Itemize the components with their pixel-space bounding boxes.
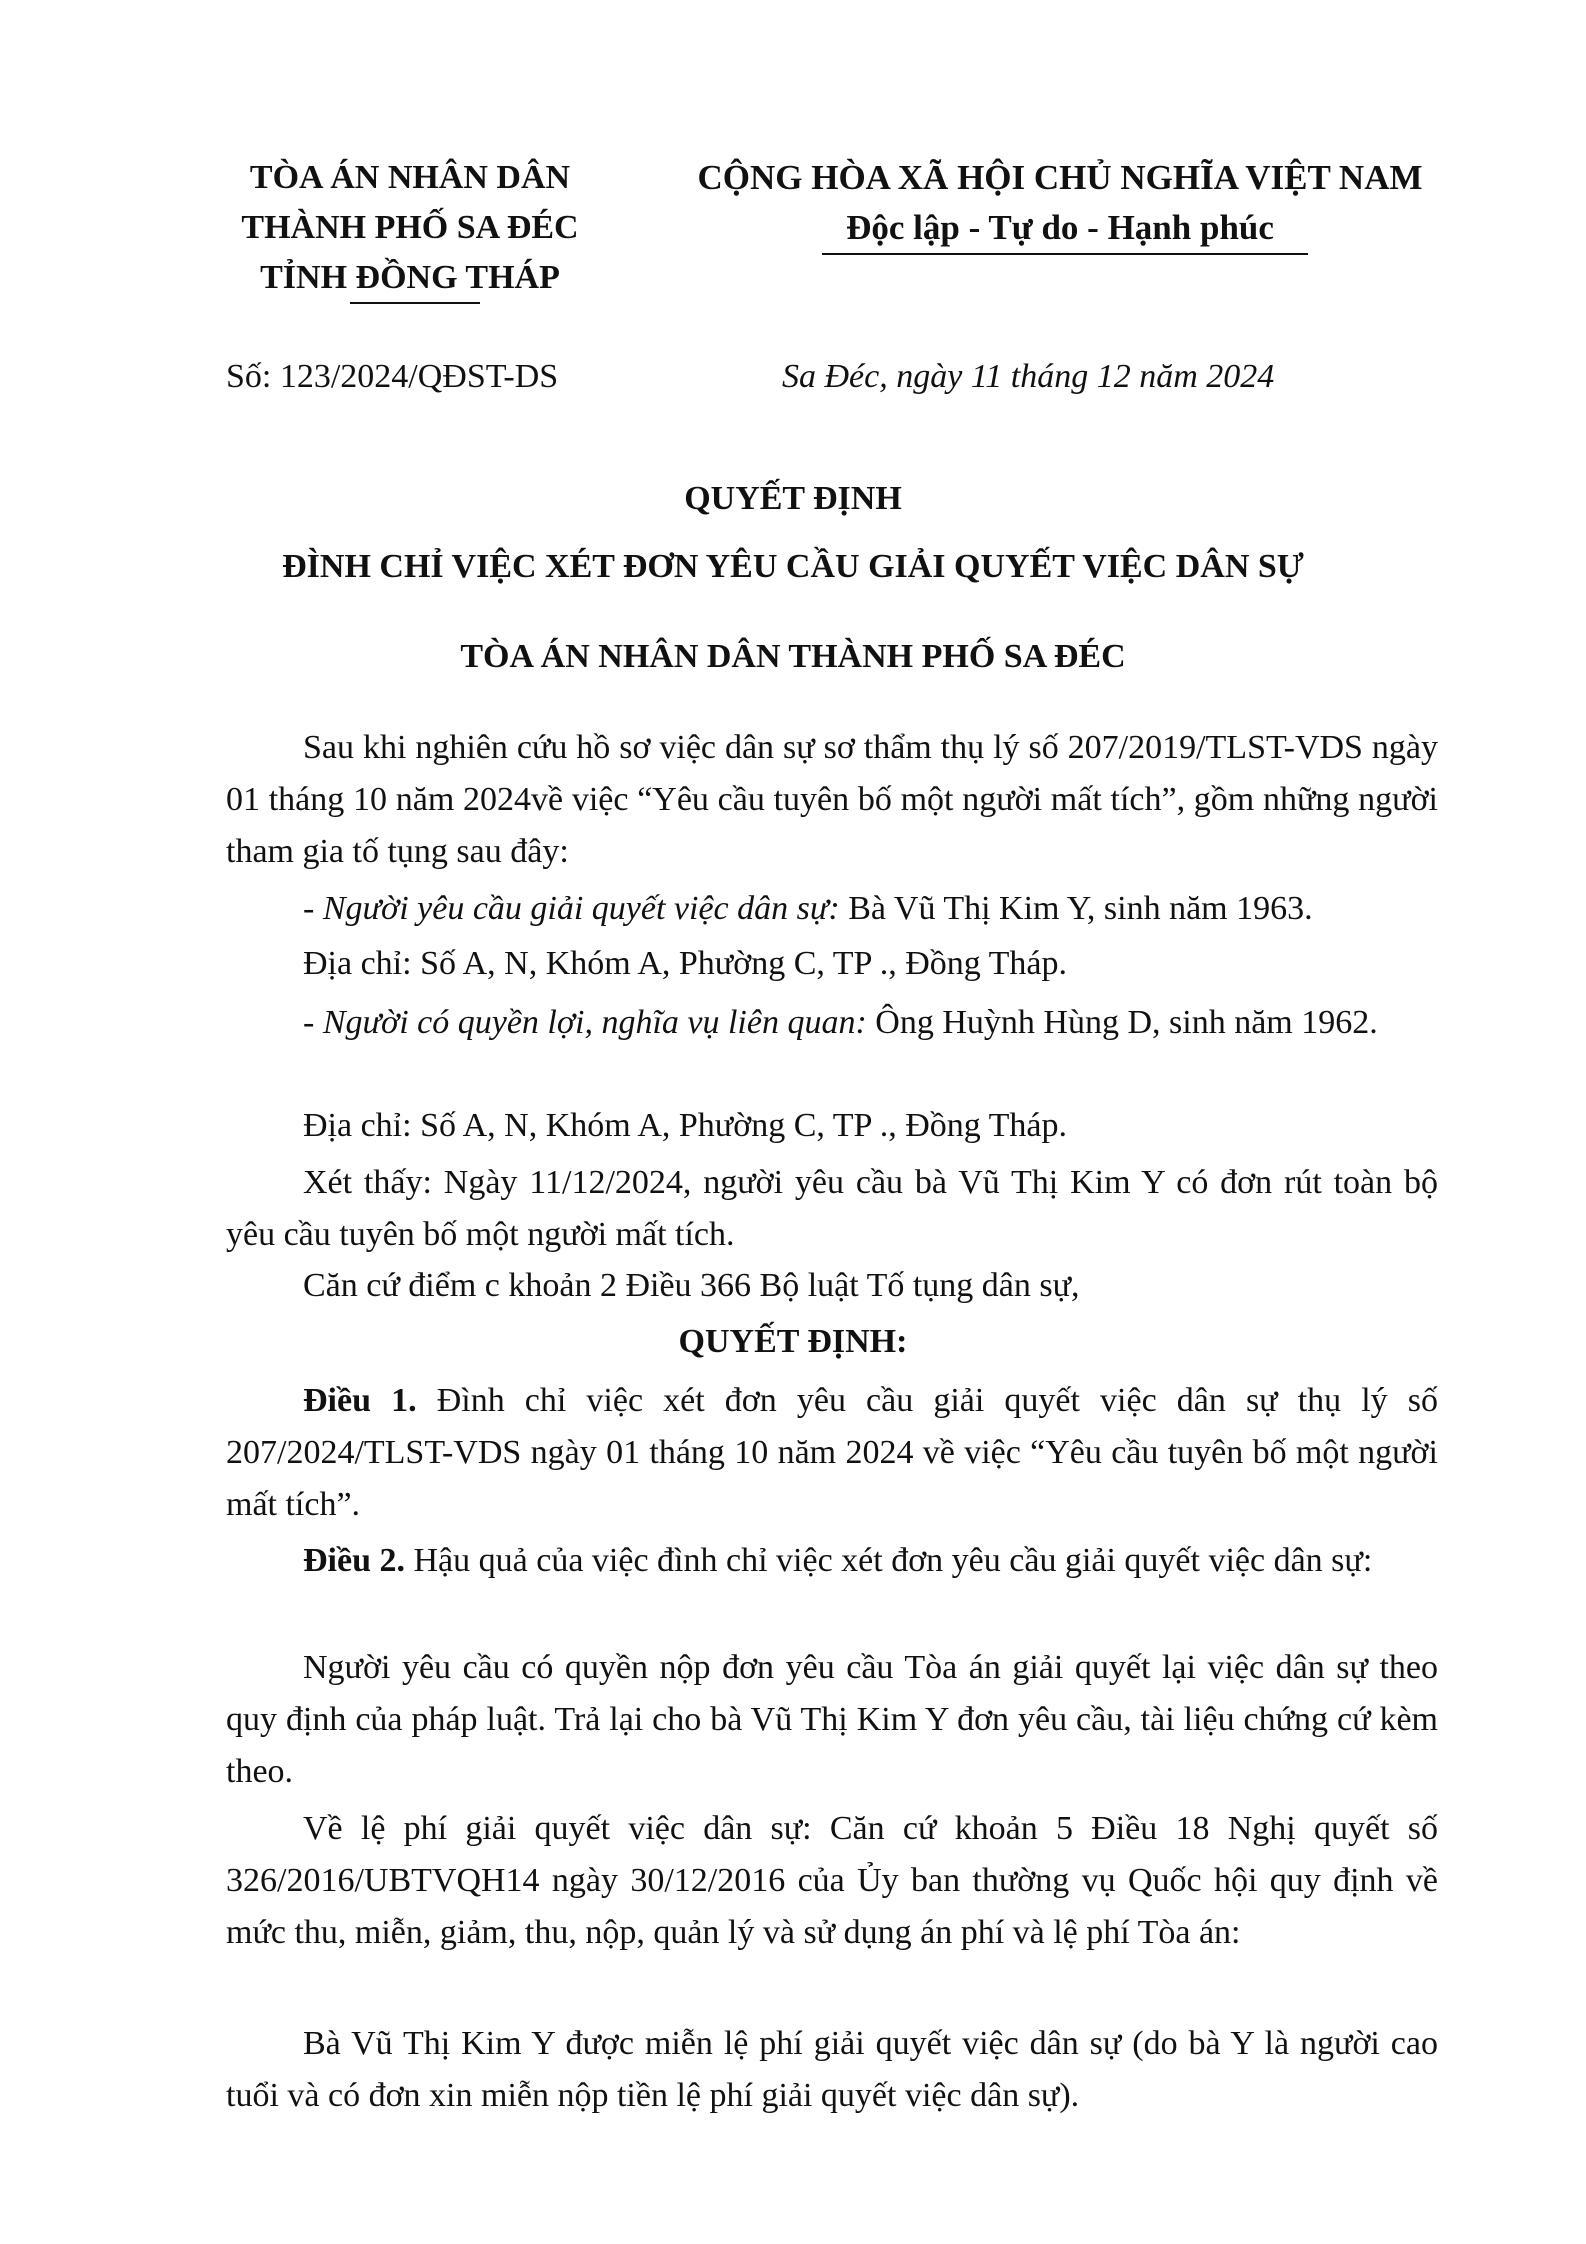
related-party xyxy=(226,997,1438,1049)
article-1-label: Điều 1. xyxy=(303,1382,417,1419)
motto-underline xyxy=(822,253,1308,255)
requester-label: - Người yêu cầu giải quyết việc dân sự: xyxy=(303,890,840,927)
intro-paragraph: Sau khi nghiên cứu hồ sơ việc dân sự sơ thẩm thụ lý số 207/2019/TLST-VDS ngày 01 tháng 10 năm 2024về việc “Yêu cầu tuyên bố một người mất tích”, gồm những người tham gia tố tụng sau đây: xyxy=(226,729,1438,870)
fee-basis-paragraph: Về lệ phí giải quyết việc dân sự: Căn cứ khoản 5 Điều 18 Nghị quyết số 326/2016/UBTVQH14 ngày 30/12/2016 của Ủy ban thường vụ Quốc hội quy định về mức thu, miễn, giảm, thu, nộp, quản lý và sử dụng án phí và lệ phí Tòa án: xyxy=(226,1810,1438,1951)
court-line-2: THÀNH PHỐ SA ĐÉC xyxy=(241,209,579,246)
court-line-1: TÒA ÁN NHÂN DÂN xyxy=(249,159,571,196)
document-number: Số: 123/2024/QĐST-DS xyxy=(226,358,559,395)
related-value: Ông Huỳnh Hùng D, sinh năm 1962. xyxy=(866,1004,1378,1041)
decision-title: QUYẾT ĐỊNH xyxy=(684,480,902,517)
nation-block xyxy=(660,153,1460,253)
fee-exemption-paragraph: Bà Vũ Thị Kim Y được miễn lệ phí giải quyết việc dân sự (do bà Y là người cao tuổi và có đơn xin miễn nộp tiền lệ phí giải quyết việc dân sự). xyxy=(226,2025,1438,2114)
legal-basis: Căn cứ điểm c khoản 2 Điều 366 Bộ luật Tố tụng dân sự, xyxy=(303,1267,1080,1304)
requester-value: Bà Vũ Thị Kim Y, sinh năm 1963. xyxy=(839,890,1313,927)
article-2-text: Hậu quả của việc đình chỉ việc xét đơn yêu cầu giải quyết việc dân sự: xyxy=(405,1542,1373,1579)
issuing-court: TÒA ÁN NHÂN DÂN THÀNH PHỐ SA ĐÉC xyxy=(460,638,1126,675)
requester-line xyxy=(226,885,1438,933)
nation-title: CỘNG HÒA XÃ HỘI CHỦ NGHĨA VIỆT NAM xyxy=(697,158,1423,197)
related-label: - Người có quyền lợi, nghĩa vụ liên quan: xyxy=(303,1004,867,1041)
article-1-text: Đình chỉ việc xét đơn yêu cầu giải quyết việc dân sự thụ lý số 207/2024/TLST-VDS ngày 01 tháng 10 năm 2024 về việc “Yêu cầu tuyên bố một người mất tích”. xyxy=(226,1382,1439,1523)
court-name-block xyxy=(200,153,620,303)
motto: Độc lập - Tự do - Hạnh phúc xyxy=(846,208,1274,247)
date-place: Sa Đéc, ngày 11 tháng 12 năm 2024 xyxy=(782,358,1275,395)
decision-heading: QUYẾT ĐỊNH: xyxy=(678,1323,908,1360)
consequence-paragraph: Người yêu cầu có quyền nộp đơn yêu cầu Tòa án giải quyết lại việc dân sự theo quy định của pháp luật. Trả lại cho bà Vũ Thị Kim Y đơn yêu cầu, tài liệu chứng cứ kèm theo. xyxy=(226,1649,1438,1790)
court-underline xyxy=(350,302,480,304)
court-line-3: TỈNH ĐỒNG THÁP xyxy=(260,259,560,296)
decision-subtitle: ĐÌNH CHỈ VIỆC XÉT ĐƠN YÊU CẦU GIẢI QUYẾT VIỆC DÂN SỰ xyxy=(282,548,1304,585)
related-address: Địa chỉ: Số A, N, Khóm A, Phường C, TP ., Đồng Tháp. xyxy=(303,1107,1067,1144)
requester-address: Địa chỉ: Số A, N, Khóm A, Phường C, TP ., Đồng Tháp. xyxy=(303,945,1067,982)
article-2 xyxy=(226,1535,1438,1587)
article-2-label: Điều 2. xyxy=(303,1542,405,1579)
finding-paragraph: Xét thấy: Ngày 11/12/2024, người yêu cầu bà Vũ Thị Kim Y có đơn rút toàn bộ yêu cầu tuyên bố một người mất tích. xyxy=(226,1164,1438,1253)
article-1 xyxy=(226,1375,1438,1531)
